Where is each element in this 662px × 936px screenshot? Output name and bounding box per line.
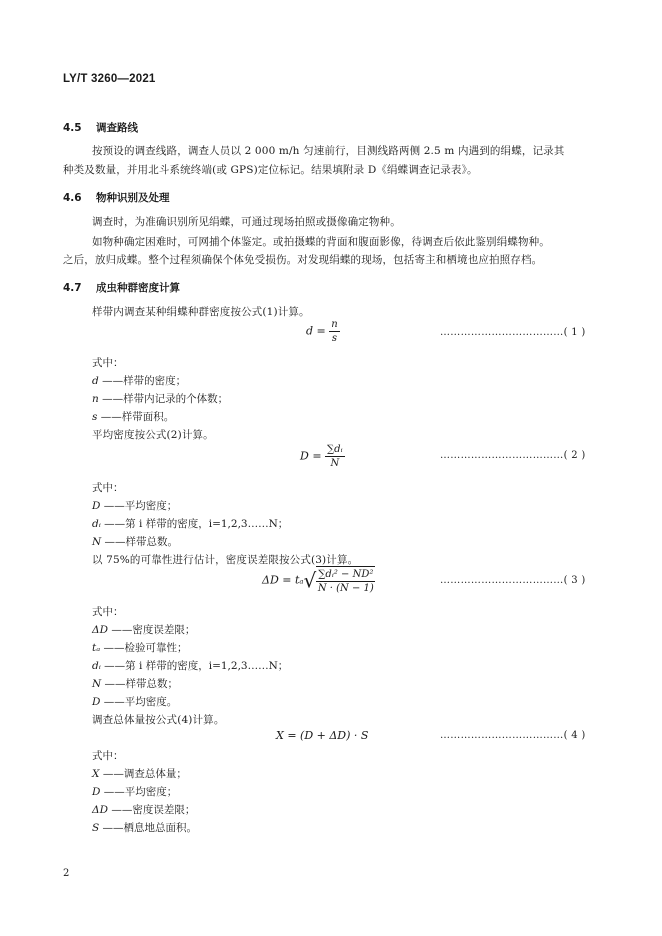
symbol: s <box>92 411 98 423</box>
definition-text: ——样带总数。 <box>101 536 179 548</box>
symbol: N <box>92 536 102 548</box>
symbol: n <box>92 393 99 405</box>
section-4-5-heading <box>63 120 138 135</box>
denominator: N · (N − 1) <box>317 583 374 594</box>
equation-number-2 <box>440 450 586 461</box>
section-4-7-heading <box>63 280 180 295</box>
definition-line <box>92 766 187 781</box>
paragraph-line: 按预设的调查线路，调查人员以 2 000 m/h 匀速前行，目测线路两侧 2.5 m 内遇到的绢蝶，记录其 <box>92 145 565 157</box>
definition-line <box>92 640 188 655</box>
where-label: 式中： <box>92 750 124 762</box>
leader-dots: ……………………………… <box>440 450 564 461</box>
equation-lhs: D = <box>300 449 322 463</box>
symbol: dᵢ <box>92 518 101 530</box>
symbol: D <box>92 696 101 708</box>
definition-text: ——检验可靠性； <box>100 642 188 654</box>
definition-line <box>92 622 195 637</box>
standard-code: LY/T 3260—2021 <box>63 73 156 85</box>
equation-3 <box>262 566 375 595</box>
definition-line <box>92 534 178 549</box>
definition-text: ——样带总数； <box>101 678 179 690</box>
paragraph-line: 如物种确定困难时，可网捕个体鉴定。或拍摄蝶的背面和腹面影像，待调查后依此鉴别绢蝶物种。 <box>92 236 550 248</box>
definition-line <box>92 391 228 406</box>
definition-text: ——第 i 样带的密度，i=1,2,3……N； <box>100 660 289 672</box>
equation-4: X = (D + ΔD) · S <box>276 729 369 742</box>
section-title: 成虫种群密度计算 <box>96 282 180 294</box>
symbol: ΔD <box>92 624 109 636</box>
paragraph-line: 平均密度按公式(2)计算。 <box>92 429 214 441</box>
symbol: dᵢ <box>92 660 101 672</box>
paragraph-line: 调查时，为准确识别所见绢蝶，可通过现场拍照或摄像确定物种。 <box>92 216 401 228</box>
symbol: tₐ <box>92 642 101 654</box>
definition-text: ——样带内记录的个体数； <box>98 393 229 405</box>
equation-number: ( 4 ) <box>563 730 586 741</box>
definition-text: ——平均密度； <box>100 500 178 512</box>
definition-text: ——平均密度； <box>100 786 178 798</box>
section-4-6-heading <box>63 190 170 205</box>
definition-line <box>92 409 174 424</box>
definition-line <box>92 820 197 835</box>
numerator: n <box>331 319 338 330</box>
equation-number-1 <box>440 327 586 338</box>
definition-text: ——第 i 样带的密度，i=1,2,3……N； <box>100 518 289 530</box>
definition-text: ——平均密度。 <box>100 696 178 708</box>
definition-text: ——调查总体量； <box>99 768 187 780</box>
numerator: ∑dᵢ <box>327 444 343 455</box>
fraction <box>316 566 375 595</box>
symbol: D <box>92 500 101 512</box>
symbol: ΔD <box>92 804 109 816</box>
symbol: D <box>92 786 101 798</box>
definition-line <box>92 498 177 513</box>
equation-number: ( 1 ) <box>563 327 586 338</box>
definition-text: ——密度误差限； <box>108 624 196 636</box>
equation-number: ( 2 ) <box>563 450 586 461</box>
section-number: 4.6 <box>63 192 82 204</box>
definition-line <box>92 802 195 817</box>
where-label: 式中： <box>92 357 124 369</box>
section-title: 调查路线 <box>96 122 138 134</box>
definition-line <box>92 516 288 531</box>
paragraph-line: 样带内调查某种绢蝶种群密度按公式(1)计算。 <box>92 306 310 318</box>
paragraph-line: 种类及数量，并用北斗系统终端(或 GPS)定位标记。结果填附录 D《绢蝶调查记录表》。 <box>63 164 478 176</box>
definition-line <box>92 784 177 799</box>
symbol: N <box>92 678 102 690</box>
definition-line <box>92 694 177 709</box>
leader-dots: ……………………………… <box>440 575 564 586</box>
where-label: 式中： <box>92 606 124 618</box>
definition-line <box>92 676 178 691</box>
definition-text: ——样带的密度； <box>98 375 187 387</box>
definition-line <box>92 373 186 388</box>
section-title: 物种识别及处理 <box>96 192 170 204</box>
definition-text: ——栖息地总面积。 <box>99 822 198 834</box>
fraction <box>325 443 345 470</box>
equation-1 <box>306 318 340 345</box>
equation-lhs: ΔD = tₐ <box>262 573 304 587</box>
equation-lhs: d = <box>306 324 326 338</box>
equation-2 <box>300 443 345 470</box>
equation-number-3 <box>440 575 586 586</box>
definition-text: ——样带面积。 <box>97 411 175 423</box>
symbol: d <box>92 375 99 387</box>
leader-dots: ……………………………… <box>440 730 564 741</box>
sqrt-icon: √ <box>303 568 317 593</box>
where-label: 式中： <box>92 482 124 494</box>
paragraph-line: 之后，放归成蝶。整个过程须确保个体免受损伤。对发现绢蝶的现场，包括寄主和栖境也应拍照存档。 <box>63 254 543 266</box>
symbol: S <box>92 822 100 834</box>
definition-text: ——密度误差限； <box>108 804 196 816</box>
symbol: X <box>92 768 100 780</box>
leader-dots: ……………………………… <box>440 327 564 338</box>
section-number: 4.5 <box>63 122 82 134</box>
paragraph-line: 以 75%的可靠性进行估计，密度误差限按公式(3)计算。 <box>92 554 359 566</box>
equation-number-4 <box>440 730 586 741</box>
equation-number: ( 3 ) <box>563 575 586 586</box>
definition-line <box>92 658 288 673</box>
page-number: 2 <box>63 868 70 879</box>
denominator: N <box>330 458 340 469</box>
paragraph-line: 调查总体量按公式(4)计算。 <box>92 714 225 726</box>
numerator: ∑dᵢ² − ND² <box>318 569 374 580</box>
section-number: 4.7 <box>63 282 82 294</box>
denominator: s <box>331 333 338 344</box>
fraction <box>329 318 339 345</box>
